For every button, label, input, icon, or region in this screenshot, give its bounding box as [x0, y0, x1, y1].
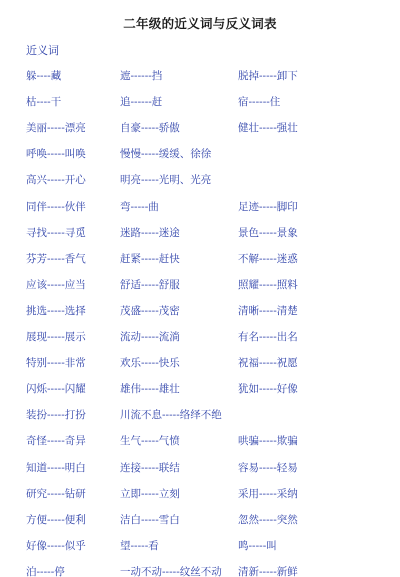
- synonym-pair: 欢乐-----快乐: [120, 357, 180, 370]
- synonym-pair: 装扮-----打扮: [26, 409, 86, 422]
- synonym-pair: 挑选-----选择: [26, 304, 86, 317]
- synonym-pair: 脱掉-----卸下: [238, 70, 298, 82]
- synonym-pair: 容易-----轻易: [238, 461, 298, 474]
- synonym-row: [0, 381, 400, 399]
- document-title: 二年级的近义词与反义词表: [123, 16, 277, 31]
- synonym-pair: 呼唤-----叫唤: [26, 148, 86, 161]
- synonym-row: [0, 68, 400, 86]
- synonym-pair: 美丽-----漂亮: [26, 122, 86, 135]
- synonym-pair: 泊-----停: [26, 565, 65, 577]
- synonym-pair: 赶紧-----赶快: [120, 252, 180, 265]
- synonym-pair: 展现-----展示: [26, 331, 86, 343]
- synonym-pair: 知道-----明白: [26, 461, 86, 474]
- synonym-pair: 明亮-----光明、光亮: [120, 174, 212, 187]
- synonym-row: [0, 172, 400, 190]
- synonym-pair: 研究-----钻研: [26, 487, 86, 500]
- synonym-row: [0, 486, 400, 504]
- synonym-pair: 生气-----气愤: [120, 435, 180, 448]
- synonym-row: [0, 251, 400, 269]
- synonym-pair: 不解-----迷惑: [238, 252, 298, 265]
- synonym-pair: 犹如-----好像: [238, 383, 298, 396]
- synonym-pair: 闪烁-----闪耀: [26, 383, 86, 396]
- synonym-pair: 川流不息-----络绎不绝: [120, 409, 222, 422]
- synonym-row: [0, 407, 400, 425]
- synonym-row: [0, 225, 400, 243]
- synonym-row: [0, 512, 400, 530]
- synonym-pair: 躲----藏: [26, 70, 62, 82]
- synonym-pair: 应该-----应当: [26, 278, 86, 291]
- synonym-pair: 有名-----出名: [238, 331, 298, 343]
- synonym-pair: 清新-----新鲜: [238, 565, 298, 577]
- synonym-pair: 照耀-----照料: [238, 278, 298, 291]
- synonym-pair: 景色-----景象: [238, 226, 298, 239]
- synonym-row: [0, 538, 400, 556]
- synonym-pair: 方便-----便利: [26, 513, 86, 526]
- synonym-row: [0, 146, 400, 164]
- synonym-row: [0, 94, 400, 112]
- synonym-pair: 鸣-----叫: [238, 539, 277, 552]
- synonym-pair: 雄伟-----雄壮: [120, 383, 180, 396]
- synonym-pair: 枯----干: [26, 96, 62, 109]
- synonym-pair: 茂盛-----茂密: [120, 304, 180, 317]
- synonym-pair: 慢慢-----缓缓、徐徐: [120, 148, 212, 161]
- synonym-pair: 望-----看: [120, 539, 159, 552]
- synonym-pair: 好像-----似乎: [26, 539, 86, 552]
- synonym-row: [0, 303, 400, 321]
- synonym-pair: 一动不动-----纹丝不动: [120, 565, 222, 577]
- synonym-pair: 足迹-----脚印: [238, 200, 298, 213]
- synonym-row: [0, 120, 400, 138]
- synonym-pair: 特别-----非常: [26, 357, 86, 370]
- synonym-row: [0, 277, 400, 295]
- synonym-row: [0, 433, 400, 451]
- synonym-pair: 遮------挡: [120, 70, 163, 82]
- synonym-pair: 流动-----流淌: [120, 331, 180, 343]
- synonym-row: [0, 460, 400, 478]
- synonym-pair: 洁白-----雪白: [120, 513, 180, 526]
- synonym-pair: 祝福-----祝愿: [238, 357, 298, 370]
- synonym-pair: 立即-----立刻: [120, 487, 180, 500]
- section-label-synonyms: 近义词: [26, 44, 59, 57]
- synonym-pair: 清晰-----清楚: [238, 304, 298, 317]
- synonym-pair: 采用-----采纳: [238, 487, 298, 500]
- synonym-pair: 奇怪-----奇异: [26, 435, 86, 448]
- synonym-pair: 连接-----联结: [120, 461, 180, 474]
- synonym-pair: 自豪-----骄傲: [120, 122, 180, 135]
- synonym-pair: 寻找-----寻觅: [26, 226, 86, 239]
- synonym-pair: 健壮-----强壮: [238, 122, 298, 135]
- synonym-pair: 追------赶: [120, 96, 163, 109]
- synonym-pair: 弯-----曲: [120, 200, 159, 213]
- synonym-pair: 哄骗-----欺骗: [238, 435, 298, 448]
- synonym-row: [0, 564, 400, 577]
- synonym-pair: 忽然-----突然: [238, 513, 298, 526]
- synonym-row: [0, 329, 400, 347]
- synonym-pair: 迷路-----迷途: [120, 226, 180, 239]
- synonym-pair: 高兴-----开心: [26, 174, 86, 187]
- synonym-pair: 宿------住: [238, 96, 281, 109]
- synonym-row: [0, 199, 400, 217]
- synonym-pair: 舒适-----舒服: [120, 278, 180, 291]
- synonym-pair: 芬芳-----香气: [26, 252, 86, 265]
- synonym-row: [0, 355, 400, 373]
- synonym-pair: 同伴-----伙伴: [26, 200, 86, 213]
